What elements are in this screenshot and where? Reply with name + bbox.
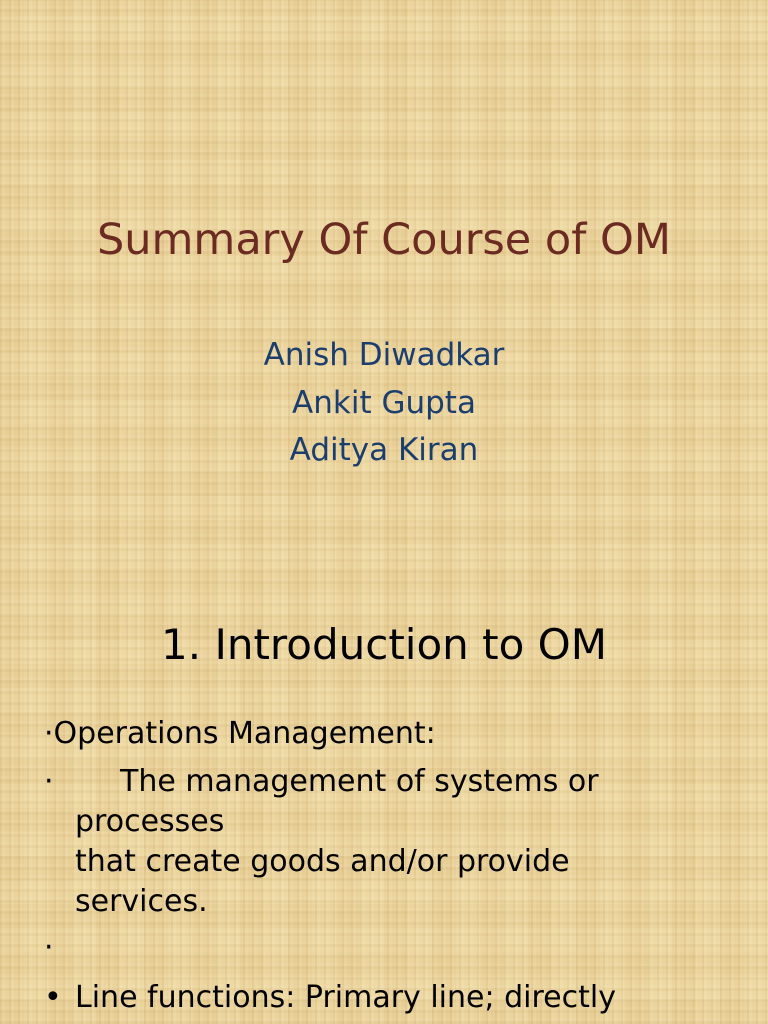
bullet-icon: · xyxy=(44,930,54,965)
author-name: Ankit Gupta xyxy=(292,384,476,421)
author-list xyxy=(0,332,768,475)
om-heading: ·Operations Management: xyxy=(44,716,436,751)
line-functions-text: Line functions: Primary line; directly xyxy=(75,980,616,1015)
content-slide xyxy=(0,576,768,1024)
author-name: Aditya Kiran xyxy=(289,432,479,468)
definition-bullet xyxy=(0,762,768,922)
bullet-icon: • xyxy=(44,980,62,1015)
slide-title: Summary Of Course of OM xyxy=(97,215,671,265)
bullet-icon: · xyxy=(44,764,54,799)
section-title: 1. Introduction to OM xyxy=(161,620,607,669)
definition-line: services. xyxy=(75,884,208,919)
definition-line: processes xyxy=(75,804,225,839)
author-name: Anish Diwadkar xyxy=(263,337,505,373)
definition-line: The management of systems or xyxy=(120,764,599,799)
definition-line: that create goods and/or provide xyxy=(75,844,570,879)
